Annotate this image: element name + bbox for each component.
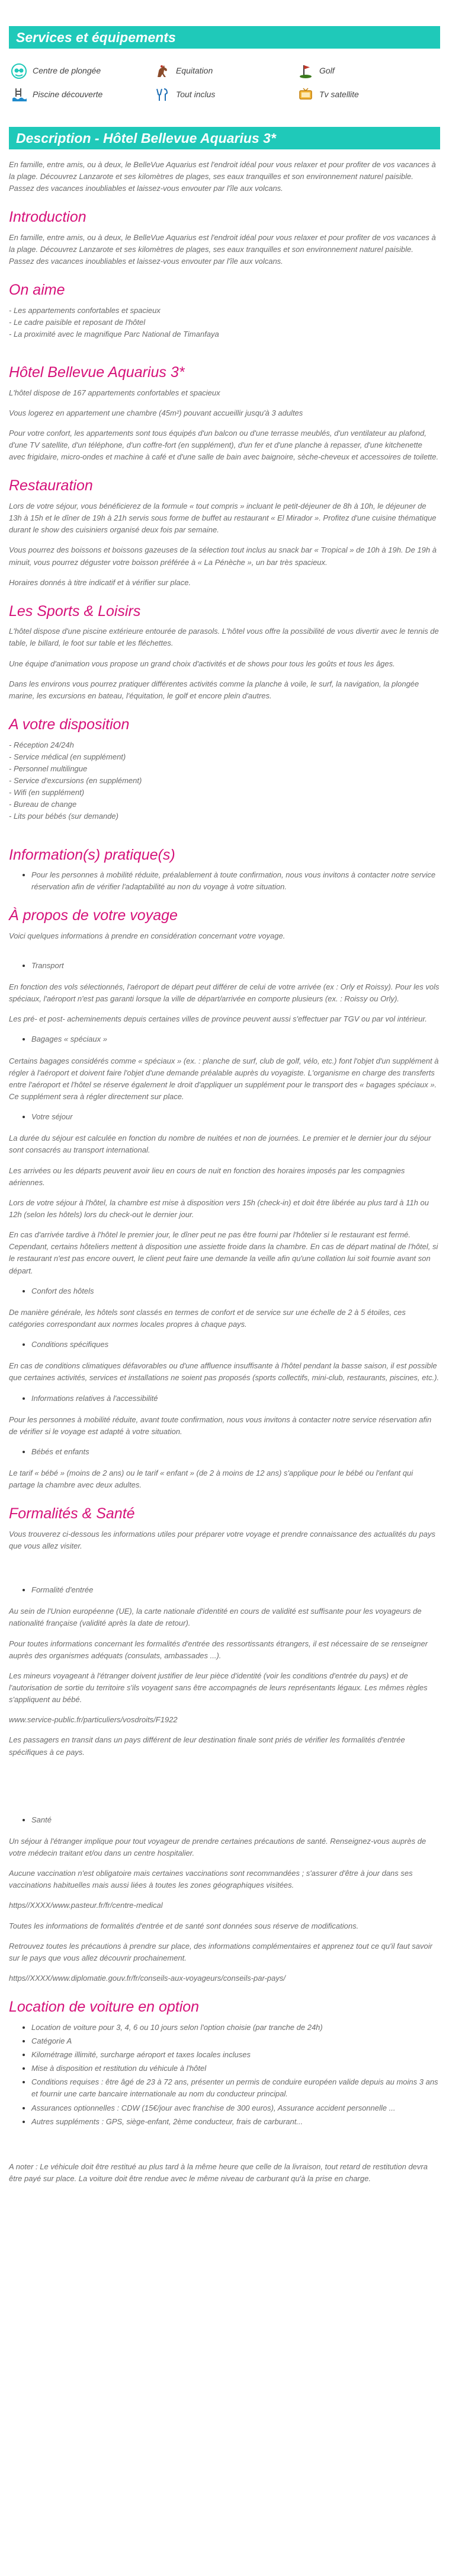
- bagages-item: [9, 1033, 440, 1045]
- conditions-item: [9, 1339, 440, 1351]
- sports-text: Dans les environs vous pourrez pratiquer différentes activités comme la planche à voile, le surf, la navigation, la plongée marine, les excursions en bateau, l'équitation, le golf et encore plein d'autres.: [9, 679, 419, 700]
- service-label: Piscine découverte: [33, 90, 103, 100]
- list-item: • Assurances optionnelles : CDW (15€/jour avec franchise de 300 euros), Assurance accident personnelle ...: [31, 2102, 440, 2114]
- list-item: • Conditions spécifiques: [31, 1339, 440, 1351]
- disposition-line: - Personnel multilingue: [9, 764, 88, 773]
- disposition-line: - Service d'excursions (en supplément): [9, 775, 142, 785]
- entree-text: Les passagers en transit dans un pays différent de leur destination finale sont priés de vérifier les formalités d'entrée spécifiques à ce pays.: [9, 1735, 405, 1757]
- sports-text: L'hôtel dispose d'une piscine extérieure entourée de parasols. L'hôtel vous offre la possibilité de vous divertir avec le tennis de table, le billard, le foot sur table et les fléchettes.: [9, 627, 439, 648]
- horse-icon: [153, 62, 171, 80]
- sante-text: Un séjour à l'étranger implique pour tout voyageur de prendre certaines précautions de santé. Renseignez-vous auprès de votre médecin traitant et/ou dans un centre hospitalier.: [9, 1836, 426, 1858]
- list-item: • Kilométrage illimité, surcharge aéroport et taxes locales incluses: [31, 2049, 440, 2061]
- location-heading: Location de voiture en option: [9, 1999, 200, 2016]
- restauration-text: Vous pourrez des boissons et boissons gazeuses de la sélection tout inclus au snack bar « Tropical » de 10h à 19h. De 19h à minuit, vous pourrez déguster votre boisson préférée à « La Pénèche », un bar très spacieux.: [9, 545, 437, 567]
- pool-icon: [10, 86, 28, 104]
- propos-heading: À propos de votre voyage: [9, 907, 178, 924]
- accessibilite-item: [9, 1393, 440, 1404]
- entree-link[interactable]: www.service-public.fr/particuliers/vosdroits/F1922: [9, 1715, 178, 1725]
- diving-icon: [10, 62, 28, 80]
- service-diving: [10, 59, 153, 83]
- service-label: Tout inclus: [175, 90, 216, 100]
- on-aime-line: - La proximité avec le magnifique Parc National de Timanfaya: [9, 330, 219, 339]
- transport-text: En fonction des vols sélectionnés, l'aéroport de départ peut différer de celui de votre arrivée (ex : Orly et Roissy). Pour les vols spéciaux, l'aéroport n'est pas garanti lorsque la ville de départ/arrivée en comporte plusieurs (ex. : Roissy ou Orly).: [9, 982, 440, 1004]
- list-item: • Location de voiture pour 3, 4, 6 ou 10 jours selon l'option choisie (par tranche de 24h): [31, 2022, 440, 2034]
- bagages-text: Certains bagages considérés comme « spéciaux » (ex. : planche de surf, club de golf, vélo, etc.) font l'objet d'un supplément à régler à l'aéroport et doivent faire l'objet d'une demande préalable auprès du voyagiste. L'organisme en charge des transferts entre l'aéroport et l'hôtel se réserve également le droit d'appliquer un supplément pour le transport des « bagages spéciaux ». Ce supplément sera à régler directement sur place.: [9, 1056, 439, 1102]
- description-banner: Description - Hôtel Bellevue Aquarius 3*: [9, 127, 440, 149]
- disposition-line: - Réception 24/24h: [9, 740, 74, 749]
- location-note: A noter : Le véhicule doit être restitué au plus tard à la même heure que celle de la livraison, tout retard de restitution devra être payé sur place. La voiture doit être rendue avec le même niveau de carburant qu'à la prise en charge.: [9, 2162, 428, 2183]
- confort-text: De manière générale, les hôtels sont classés en termes de confort et de service sur une échelle de 2 à 5 étoiles, ces catégories correspondant aux normes locales propres à chaque pays.: [9, 1307, 406, 1329]
- hotel-heading: Hôtel Bellevue Aquarius 3*: [9, 364, 185, 381]
- disposition-line: - Service médical (en supplément): [9, 752, 126, 761]
- sejour-text: Lors de votre séjour à l'hôtel, la chambre est mise à disposition vers 15h (check-in) et doit être libérée au plus tard à 11h ou 12h (selon les hôtels) lors du check-out le dernier jour.: [9, 1198, 429, 1220]
- all-inclusive-icon: [153, 86, 171, 104]
- bebes-item: [9, 1446, 440, 1458]
- disposition-heading: A votre disposition: [9, 716, 130, 733]
- service-horse: [153, 59, 297, 83]
- service-label: Equitation: [175, 66, 213, 76]
- disposition-line: - Lits pour bébés (sur demande): [9, 812, 118, 821]
- entree-item: [9, 1584, 440, 1596]
- sports-heading: Les Sports & Loisirs: [9, 602, 141, 620]
- sejour-text: La durée du séjour est calculée en fonction du nombre de nuitées et non de journées. Le premier et le dernier jour du séjour sont consacrés au transport international.: [9, 1134, 431, 1155]
- entree-text: Pour toutes informations concernant les formalités d'entrée des ressortissants étrangers, il est nécessaire de se renseigner auprès des organismes adéquats (consulats, ambassades ...).: [9, 1639, 428, 1660]
- transport-text: Les pré- et post- acheminements depuis certaines villes de province peuvent aussi s'effectuer par TGV ou par vol intérieur.: [9, 1014, 427, 1024]
- list-item: • Votre séjour: [31, 1111, 440, 1123]
- list-item: • Mise à disposition et restitution du véhicule à l'hôtel: [31, 2063, 440, 2074]
- disposition-line: - Wifi (en supplément): [9, 788, 85, 797]
- list-item: • Pour les personnes à mobilité réduite, préalablement à toute confirmation, nous vous invitons à contacter notre service réservation afin de vérifier l'adaptabilité au non du voyage à votre situation.: [31, 869, 440, 893]
- list-item: • Autres suppléments : GPS, siège-enfant, 2ème conducteur, frais de carburant...: [31, 2116, 440, 2128]
- conditions-text: En cas de conditions climatiques défavorables ou d'une affluence insuffisante à l'hôtel pendant la basse saison, il est possible que certaines activités, services et installations ne soient pas proposés (sports collectifs, mini-club, restaurants, piscines, etc.).: [9, 1361, 440, 1383]
- formalites-heading: Formalités & Santé: [9, 1505, 135, 1522]
- sejour-item: [9, 1111, 440, 1123]
- description-intro: En famille, entre amis, ou à deux, le BelleVue Aquarius est l'endroit idéal pour vous relaxer et pour profiter de vos vacances à la plage. Découvrez Lanzarote et ses kilomètres de plages, ses eaux tranquilles et son environnement naturel paisible. Passez des vacances inoubliables et laissez-vous envouter par l'île aux volcans.: [9, 160, 436, 193]
- confort-item: [9, 1285, 440, 1297]
- page: [0, 26, 449, 2185]
- info-pratiques-list: [9, 869, 440, 893]
- introduction-heading: Introduction: [9, 209, 86, 226]
- list-item: • Santé: [31, 1814, 440, 1826]
- bebes-text: Le tarif « bébé » (moins de 2 ans) ou le tarif « enfant » (de 2 à moins de 12 ans) s'applique pour le bébé ou l'enfant qui partage la chambre avec deux adultes.: [9, 1469, 413, 1490]
- list-item: • Confort des hôtels: [31, 1285, 440, 1297]
- sejour-text: En cas d'arrivée tardive à l'hôtel le premier jour, le dîner peut ne pas être fourni par l'hôtelier si le restaurant est fermé. Cependant, certains hôteliers mettent à disposition une assiette froide dans la chambre. En cas de départ matinal de l'hôtel, si le restaurant n'est pas encore ouvert, le client peut faire une demande la veille afin qu'une collation lui soit fournie avant son départ.: [9, 1230, 438, 1275]
- entree-text: Les mineurs voyageant à l'étranger doivent justifier de leur pièce d'identité (voir les conditions d'entrée du pays) et de l'autorisation de sortie du territoire s'ils voyagent sans être accompagnés de leurs représentants légaux. Les mêmes règles s'appliquent au bébé.: [9, 1671, 428, 1704]
- location-list: [9, 2022, 440, 2128]
- golf-icon: [297, 62, 315, 80]
- disposition-list: [9, 739, 440, 823]
- restauration-heading: Restauration: [9, 477, 93, 494]
- sante-text: Toutes les informations de formalités d'entrée et de santé sont données sous réserve de modifications.: [9, 1921, 359, 1930]
- formalites-intro: Vous trouverez ci-dessous les informations utiles pour préparer votre voyage et prendre connaissance des actualités du pays que vous allez visiter.: [9, 1529, 435, 1551]
- service-all-inclusive: [153, 83, 297, 107]
- sante-text: Aucune vaccination n'est obligatoire mais certaines vaccinations sont recommandées ; s'assurer d'être à jour dans ses vaccinations habituelles mais aussi liées à toutes les zones géographiques visitées.: [9, 1869, 413, 1890]
- transport-item: [9, 960, 440, 972]
- satellite-tv-icon: [297, 86, 315, 104]
- on-aime-heading: On aime: [9, 282, 65, 299]
- disposition-line: - Bureau de change: [9, 800, 77, 809]
- service-satellite-tv: [297, 83, 440, 107]
- list-item: • Bébés et enfants: [31, 1446, 440, 1458]
- service-golf: [297, 59, 440, 83]
- service-label: Golf: [319, 66, 335, 76]
- introduction-text: En famille, entre amis, ou à deux, le BelleVue Aquarius est l'endroit idéal pour vous relaxer et pour profiter de vos vacances à la plage. Découvrez Lanzarote et ses kilomètres de plages, ses eaux tranquilles et son environnement naturel paisible. Passez des vacances inoubliables et laissez-vous envouter par l'île aux volcans.: [9, 232, 436, 266]
- sante-link[interactable]: https//XXXX/www.diplomatie.gouv.fr/fr/conseils-aux-voyageurs/conseils-par-pays/: [9, 1974, 286, 1983]
- service-pool: [10, 83, 153, 107]
- list-item: • Catégorie A: [31, 2035, 440, 2047]
- on-aime-line: - Les appartements confortables et spacieux: [9, 305, 161, 315]
- list-item: • Informations relatives à l'accessibilité: [31, 1393, 440, 1404]
- sante-text: Retrouvez toutes les précautions à prendre sur place, des informations complémentaires et apprenez tout ce qu'il faut savoir sur le pays que vous allez découvrir prochainement.: [9, 1941, 432, 1962]
- hotel-text: L'hôtel dispose de 167 appartements confortables et spacieux: [9, 388, 220, 397]
- restauration-text: Horaires donnés à titre indicatif et à vérifier sur place.: [9, 577, 191, 587]
- sejour-text: Les arrivées ou les départs peuvent avoir lieu en cours de nuit en fonction des horaires imposés par les compagnies aériennes.: [9, 1166, 405, 1187]
- sports-text: Une équipe d'animation vous propose un grand choix d'activités et de shows pour tous les goûts et tous les âges.: [9, 659, 395, 668]
- list-item: • Formalité d'entrée: [31, 1584, 440, 1596]
- services-grid: [9, 49, 440, 107]
- list-item: • Bagages « spéciaux »: [31, 1033, 440, 1045]
- hotel-text: Pour votre confort, les appartements sont tous équipés d'un balcon ou d'une terrasse meublés, d'un ventilateur au plafond, d'une TV satellite, d'un téléphone, d'un coffre-fort (en supplément), d'un fer et d'une planche à repasser, d'une kitchenette avec frigidaire, micro-ondes et machine à café et d'une salle de bain avec baignoire, sèche-cheveux et accessoires de toilette.: [9, 429, 439, 462]
- on-aime-line: - Le cadre paisible et reposant de l'hôtel: [9, 317, 146, 327]
- info-pratiques-heading: Information(s) pratique(s): [9, 846, 175, 863]
- list-item: • Conditions requises : être âgé de 23 à 72 ans, présenter un permis de conduire européen valide depuis au moins 3 ans et fournir une carte bancaire internationale au nom du conducteur principal.: [31, 2076, 440, 2100]
- sante-link[interactable]: https//XXXX/www.pasteur.fr/fr/centre-medical: [9, 1901, 163, 1910]
- service-label: Centre de plongée: [33, 66, 101, 76]
- hotel-text: Vous logerez en appartement une chambre (45m²) pouvant accueillir jusqu'à 3 adultes: [9, 408, 303, 417]
- on-aime-list: [9, 305, 440, 340]
- service-label: Tv satellite: [319, 90, 359, 100]
- sante-item: [9, 1814, 440, 1826]
- entree-text: Au sein de l'Union européenne (UE), la carte nationale d'identité en cours de validité est suffisante pour les voyageurs de nationalité française (validité après la date de retour).: [9, 1607, 422, 1628]
- list-item: • Transport: [31, 960, 440, 972]
- services-banner: Services et équipements: [9, 26, 440, 49]
- accessibilite-text: Pour les personnes à mobilité réduite, avant toute confirmation, nous vous invitons à contacter notre service réservation afin de vérifier si le voyage est adapté à votre situation.: [9, 1415, 432, 1436]
- restauration-text: Lors de votre séjour, vous bénéficierez de la formule « tout compris » incluant le petit-déjeuner de 8h à 10h, le déjeuner de 13h à 15h et le dîner de 19h à 21h servis sous forme de buffet au restaurant « El Mirador ». Profitez d'une cuisine thématique durant le show des cuisiniers organisé deux fois par semaine.: [9, 501, 437, 535]
- propos-intro: Voici quelques informations à prendre en considération concernant votre voyage.: [9, 931, 286, 940]
